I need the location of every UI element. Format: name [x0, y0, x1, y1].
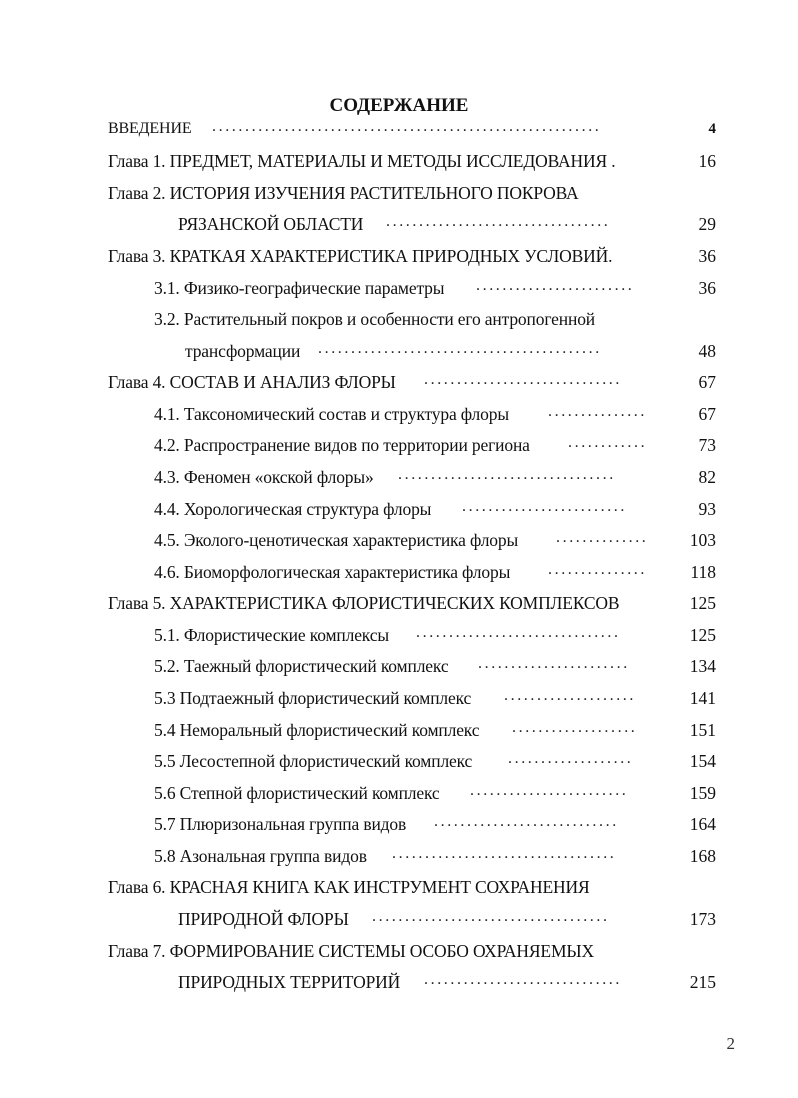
- toc-entry-section-5-4: 5.4 Неморальный флористический комплекс: [154, 720, 480, 740]
- toc-leader-dots: ....................: [504, 687, 636, 704]
- toc-entry-section-5-1: 5.1. Флористические комплексы: [154, 625, 389, 645]
- toc-leader-dots: ...........................................: [318, 340, 602, 357]
- toc-entry-section-4-2: 4.2. Распространение видов по территории региона: [154, 435, 530, 455]
- toc-entry-intro: ВВЕДЕНИЕ: [108, 120, 192, 137]
- toc-page-number: 151: [689, 720, 716, 740]
- toc-leader-dots: ..............: [556, 529, 649, 546]
- toc-entry-section-3-2: 3.2. Растительный покров и особенности его антропогенной: [154, 309, 596, 329]
- toc-entry-section-4-6: 4.6. Биоморфологическая характеристика флоры: [154, 562, 511, 582]
- toc-entry-section-4-3: 4.3. Феномен «окской флоры»: [154, 467, 374, 487]
- toc-entry-chapter-6: Глава 6. КРАСНАЯ КНИГА КАК ИНСТРУМЕНТ СОХРАНЕНИЯ: [108, 877, 590, 897]
- toc-entry-section-4-5: 4.5. Эколого-ценотическая характеристика флоры: [154, 530, 519, 550]
- toc-leader-dots: .........................: [462, 498, 627, 515]
- toc-entry-section-5-7: 5.7 Плюризональная группа видов: [154, 814, 407, 834]
- toc-page-number: 215: [689, 972, 716, 992]
- toc-leader-dots: ....................................: [372, 908, 610, 925]
- toc-leader-dots: ..............................: [424, 971, 622, 988]
- toc-page-number: 67: [698, 404, 716, 424]
- toc-leader-dots: ........................: [476, 277, 635, 294]
- toc-page-number: 159: [689, 783, 716, 803]
- toc-entry-section-5-2: 5.2. Таежный флористический комплекс: [154, 656, 449, 676]
- toc-leader-dots: .................................: [398, 466, 616, 483]
- toc-entry-chapter-2-cont: РЯЗАНСКОЙ ОБЛАСТИ: [178, 214, 364, 234]
- toc-page-number: 29: [698, 214, 716, 234]
- toc-entry-chapter-1: Глава 1. ПРЕДМЕТ, МАТЕРИАЛЫ И МЕТОДЫ ИССЛЕДОВАНИЯ .: [108, 151, 616, 171]
- toc-page-number: 36: [698, 278, 716, 298]
- toc-leader-dots: ............: [568, 434, 648, 451]
- toc-leader-dots: ...........................................................: [212, 118, 602, 135]
- toc-page-number: 103: [689, 530, 716, 550]
- toc-page-number: 67: [698, 372, 716, 392]
- toc-page-number: 134: [689, 656, 716, 676]
- toc-leader-dots: ..................................: [392, 845, 617, 862]
- toc-page-number: 168: [689, 846, 716, 866]
- toc-entry-chapter-7: Глава 7. ФОРМИРОВАНИЕ СИСТЕМЫ ОСОБО ОХРАНЯЕМЫХ: [108, 941, 594, 961]
- toc-entry-chapter-7-cont: ПРИРОДНЫХ ТЕРРИТОРИЙ: [178, 972, 401, 992]
- toc-page-number: 82: [698, 467, 716, 487]
- toc-page-number: 93: [698, 499, 716, 519]
- page-title: СОДЕРЖАНИЕ: [329, 95, 469, 116]
- toc-page-number: 16: [698, 151, 716, 171]
- toc-entry-section-4-4: 4.4. Хорологическая структура флоры: [154, 499, 432, 519]
- toc-entry-section-5-8: 5.8 Азональная группа видов: [154, 846, 367, 866]
- toc-leader-dots: .......................: [478, 655, 630, 672]
- toc-page-number: 173: [689, 909, 716, 929]
- toc-entry-chapter-3: Глава 3. КРАТКАЯ ХАРАКТЕРИСТИКА ПРИРОДНЫХ УСЛОВИЙ.: [108, 246, 613, 266]
- toc-entry-chapter-6-cont: ПРИРОДНОЙ ФЛОРЫ: [178, 909, 349, 929]
- toc-page-number: 125: [689, 593, 716, 613]
- toc-page-number: 118: [690, 562, 716, 582]
- toc-entry-section-3-1: 3.1. Физико-географические параметры: [154, 278, 445, 298]
- toc-page-number: 154: [689, 751, 716, 771]
- toc-leader-dots: ...................: [508, 750, 634, 767]
- toc-leader-dots: ...............: [548, 561, 647, 578]
- toc-leader-dots: ..............................: [424, 371, 622, 388]
- toc-leader-dots: ............................: [434, 813, 619, 830]
- toc-entry-section-4-1: 4.1. Таксономический состав и структура флоры: [154, 404, 509, 424]
- toc-leader-dots: ...............................: [416, 624, 621, 641]
- toc-leader-dots: ...................: [512, 719, 638, 736]
- page-number: 2: [726, 1034, 735, 1053]
- toc-entry-section-5-3: 5.3 Подтаежный флористический комплекс: [154, 688, 472, 708]
- toc-leader-dots: ..................................: [386, 213, 611, 230]
- toc-entry-chapter-5: Глава 5. ХАРАКТЕРИСТИКА ФЛОРИСТИЧЕСКИХ КОМПЛЕКСОВ: [108, 593, 620, 613]
- toc-page-number: 73: [698, 435, 716, 455]
- toc-page-number: 48: [698, 341, 716, 361]
- toc-entry-section-3-2-cont: трансформации: [185, 341, 301, 361]
- toc-entry-section-5-5: 5.5 Лесостепной флористический комплекс: [154, 751, 473, 771]
- toc-leader-dots: ...............: [548, 403, 647, 420]
- toc-leader-dots: ........................: [470, 782, 629, 799]
- toc-page-number: 36: [698, 246, 716, 266]
- toc-page-number: 141: [689, 688, 716, 708]
- toc-page-number: 164: [689, 814, 716, 834]
- toc-page-number: 4: [708, 121, 716, 137]
- toc-page-number: 125: [689, 625, 716, 645]
- toc-entry-section-5-6: 5.6 Степной флористический комплекс: [154, 783, 440, 803]
- toc-entry-chapter-2: Глава 2. ИСТОРИЯ ИЗУЧЕНИЯ РАСТИТЕЛЬНОГО ПОКРОВА: [108, 183, 579, 203]
- toc-entry-chapter-4: Глава 4. СОСТАВ И АНАЛИЗ ФЛОРЫ: [108, 372, 396, 392]
